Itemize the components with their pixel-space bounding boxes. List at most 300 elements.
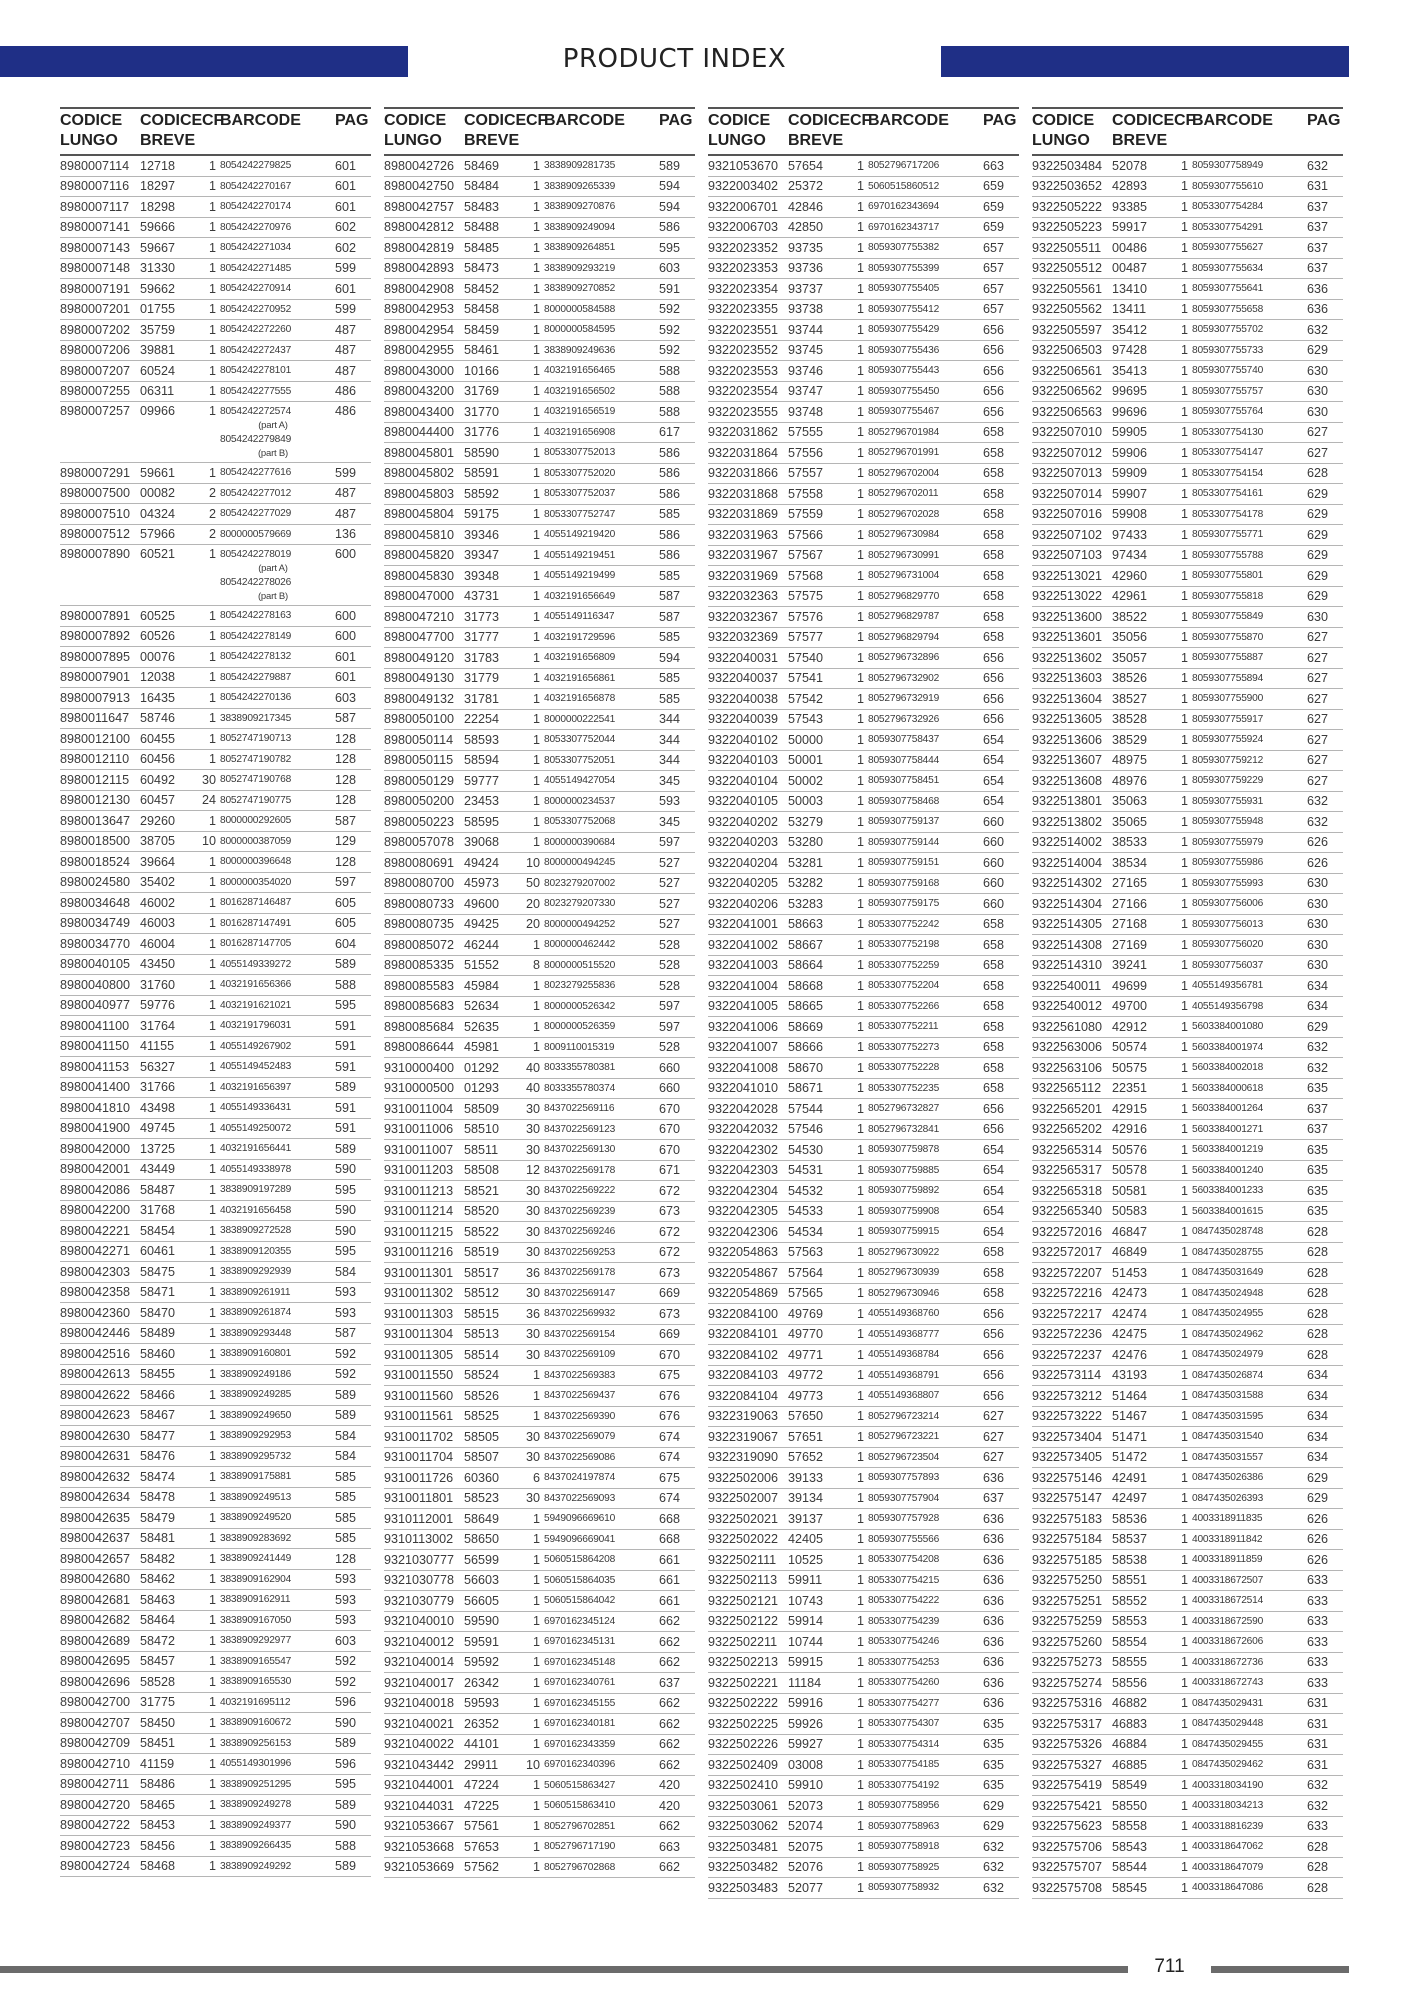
- barcode: 8054242272574: [220, 406, 292, 417]
- barcode: 8059307758451: [868, 775, 940, 787]
- page-ref: 590: [335, 1223, 357, 1238]
- barcode-cell: [868, 1101, 974, 1116]
- page-ref: 657: [983, 302, 1005, 317]
- codice-lungo: 8980007114: [60, 158, 130, 173]
- cf-value: 1: [856, 425, 864, 440]
- codice-breve: 57576: [788, 609, 824, 624]
- barcode: 4055149356781: [1192, 980, 1264, 992]
- cf-value: 1: [856, 937, 864, 952]
- codice-breve: 58522: [464, 1224, 500, 1239]
- barcode-cell: [868, 1716, 974, 1731]
- codice-breve: 58462: [140, 1572, 176, 1587]
- page-ref: 656: [983, 712, 1005, 727]
- table-row: [708, 1530, 1019, 1551]
- barcode-cell: [544, 1409, 650, 1424]
- codice-breve: 58465: [140, 1797, 176, 1812]
- barcode-cell: [544, 978, 650, 993]
- codice-lungo: 8980034648: [60, 895, 131, 910]
- page-ref: 637: [983, 1491, 1005, 1506]
- codice-lungo: 9322040039: [708, 712, 779, 727]
- page-ref: 420: [659, 1798, 681, 1813]
- page-ref: 632: [1307, 322, 1329, 337]
- cf-value: 1: [1180, 466, 1188, 481]
- barcode: 8000000515520: [544, 959, 616, 971]
- page-ref: 628: [1307, 1306, 1329, 1321]
- cf-value: 1: [532, 1819, 540, 1834]
- table-row: [708, 710, 1019, 731]
- page-ref: 660: [659, 1081, 681, 1096]
- cf-value: 1: [1180, 1593, 1188, 1608]
- barcode: 8053307754192: [868, 1779, 940, 1791]
- barcode-cell: [1192, 1409, 1298, 1424]
- barcode: 8000000526342: [544, 1000, 616, 1012]
- barcode-cell: [868, 240, 974, 255]
- cf-value: 1: [208, 1141, 216, 1156]
- codice-breve: 31766: [140, 1080, 176, 1095]
- barcode: 3838909272528: [220, 1225, 292, 1237]
- page-ref: 658: [983, 589, 1005, 604]
- barcode-cell: [1192, 199, 1298, 214]
- codice-breve: 58482: [140, 1551, 176, 1566]
- cf-value: 8: [532, 958, 540, 973]
- table-row: [384, 1222, 695, 1243]
- cf-value: 1: [1180, 1286, 1188, 1301]
- codice-breve: 59592: [464, 1655, 500, 1670]
- barcode-cell: [544, 1081, 650, 1096]
- codice-lungo: 9322502221: [708, 1675, 779, 1690]
- table-row: [708, 587, 1019, 608]
- barcode: 8052796730922: [868, 1246, 940, 1258]
- codice-lungo: 8980007191: [60, 281, 131, 296]
- barcode: 8052796732896: [868, 652, 940, 664]
- barcode-cell: [544, 876, 650, 891]
- codice-breve: 58667: [788, 937, 824, 952]
- codice-breve: 45981: [464, 1040, 500, 1055]
- barcode-cell: [1192, 384, 1298, 399]
- page-ref: 634: [1307, 1450, 1329, 1465]
- barcode-cell: [544, 1368, 650, 1383]
- page-ref: 592: [335, 1674, 357, 1689]
- barcode-cell: [220, 1592, 326, 1607]
- barcode: 8054242277012: [220, 487, 292, 499]
- cf-value: 1: [1180, 1614, 1188, 1629]
- cf-value: 1: [856, 1573, 864, 1588]
- codice-breve: 00082: [140, 486, 176, 501]
- codice-breve: 59906: [1112, 445, 1148, 460]
- table-row: [708, 341, 1019, 362]
- barcode-cell: [220, 1797, 326, 1812]
- barcode-cell: [220, 1715, 326, 1730]
- table-row: [60, 811, 371, 832]
- page-ref: 595: [335, 1777, 357, 1792]
- page-ref: 601: [335, 158, 357, 173]
- barcode-cell: [220, 1838, 326, 1853]
- page-ref: 601: [335, 649, 357, 664]
- barcode: 5060515864208: [544, 1554, 616, 1566]
- index-column-4: [1032, 107, 1343, 1899]
- page-ref: 656: [983, 1101, 1005, 1116]
- codice-lungo: 8980049132: [384, 691, 455, 706]
- barcode: 4032191656502: [544, 385, 616, 397]
- barcode: 3838909249278: [220, 1799, 292, 1811]
- barcode: 8059307759892: [868, 1185, 940, 1197]
- barcode: 8016287147491: [220, 917, 292, 929]
- table-row: [384, 1796, 695, 1817]
- page-ref: 629: [1307, 1491, 1329, 1506]
- codice-breve: 54533: [788, 1204, 824, 1219]
- barcode-cell: [220, 1777, 326, 1792]
- codice-breve: 58524: [464, 1368, 500, 1383]
- barcode: 6970162340181: [544, 1718, 616, 1730]
- codice-lungo: 8980042516: [60, 1346, 131, 1361]
- codice-lungo: 8980007257: [60, 404, 131, 418]
- barcode: 8054242272260: [220, 324, 292, 336]
- page-ref: 631: [1307, 1757, 1329, 1772]
- barcode-cell: [1192, 753, 1298, 768]
- codice-breve: 57543: [788, 712, 824, 727]
- barcode-cell: [868, 220, 974, 235]
- cf-value: 1: [1180, 1019, 1188, 1034]
- page-ref: 591: [659, 281, 681, 296]
- codice-breve: 59777: [464, 773, 500, 788]
- table-row: [1032, 197, 1343, 218]
- cf-value: 1: [532, 794, 540, 809]
- codice-lungo: 8980012110: [60, 752, 130, 767]
- table-row: [1032, 484, 1343, 505]
- page-ref: 599: [335, 465, 357, 480]
- table-row: [1032, 1612, 1343, 1633]
- barcode-cell: [868, 486, 974, 501]
- table-row: [708, 1878, 1019, 1899]
- barcode: 8052796732919: [868, 693, 940, 705]
- barcode: 8052747190768: [220, 774, 292, 786]
- table-row: [384, 423, 695, 444]
- page-ref: 671: [659, 1163, 681, 1178]
- page-ref: 590: [335, 1818, 357, 1833]
- barcode-cell: [220, 711, 326, 726]
- codice-breve: 29911: [464, 1757, 499, 1772]
- codice-lungo: 9321030779: [384, 1593, 455, 1608]
- page-ref: 628: [1307, 1245, 1329, 1260]
- codice-lungo: 9310011561: [384, 1409, 454, 1424]
- barcode-cell: [868, 568, 974, 583]
- table-row: [384, 1386, 695, 1407]
- codice-breve: 47224: [464, 1778, 500, 1793]
- page-ref: 635: [1307, 1183, 1329, 1198]
- cf-value: 1: [208, 281, 216, 296]
- codice-lungo: 9322041002: [708, 937, 779, 952]
- barcode: 8054242271485: [220, 262, 292, 274]
- barcode: 8437022569130: [544, 1144, 616, 1156]
- barcode: 5603384001974: [1192, 1041, 1264, 1053]
- page-ref: 635: [983, 1778, 1005, 1793]
- barcode-cell: [544, 896, 650, 911]
- barcode: 0847435029448: [1192, 1718, 1264, 1730]
- barcode-cell: [868, 1778, 974, 1793]
- codice-breve: 57566: [788, 527, 824, 542]
- page-ref: 668: [659, 1511, 681, 1526]
- cf-value: 1: [1180, 1716, 1188, 1731]
- barcode: 3838909261874: [220, 1307, 292, 1319]
- barcode-cell: [544, 1675, 650, 1690]
- codice-lungo: 9321044001: [384, 1778, 455, 1793]
- codice-breve: 58538: [1112, 1552, 1148, 1567]
- table-row: [60, 218, 371, 239]
- barcode-cell: [1192, 343, 1298, 358]
- codice-lungo: 8980042812: [384, 220, 455, 235]
- header-barcode: BARCODE: [1192, 112, 1273, 129]
- page-ref: 630: [1307, 609, 1329, 624]
- cf-value: 1: [856, 917, 864, 932]
- codice-lungo: 9322507102: [1032, 527, 1103, 542]
- codice-lungo: 9322572207: [1032, 1265, 1103, 1280]
- page-ref: 486: [335, 404, 357, 418]
- barcode-cell: [544, 1593, 650, 1608]
- barcode-cell: [220, 629, 326, 644]
- table-row: [384, 484, 695, 505]
- barcode: 8052796829787: [868, 611, 940, 623]
- page-ref: 420: [659, 1778, 681, 1793]
- barcode: 8437022569079: [544, 1431, 616, 1443]
- table-row: [384, 156, 695, 177]
- table-row: [1032, 1817, 1343, 1838]
- barcode-cell: [1192, 978, 1298, 993]
- codice-breve: 50575: [1112, 1060, 1148, 1075]
- barcode: 8059307755429: [868, 324, 940, 336]
- codice-breve: 44101: [464, 1737, 500, 1752]
- codice-breve: 58671: [788, 1081, 824, 1096]
- table-row: [384, 197, 695, 218]
- barcode-cell: [1192, 1040, 1298, 1055]
- cf-value: 1: [532, 1798, 540, 1813]
- table-row: [384, 1243, 695, 1264]
- table-row: [708, 1017, 1019, 1038]
- barcode-cell: [868, 1019, 974, 1034]
- cf-value: 1: [532, 1388, 540, 1403]
- table-row: [708, 997, 1019, 1018]
- page-ref: 629: [983, 1819, 1005, 1834]
- codice-lungo: 9322502222: [708, 1696, 779, 1711]
- barcode-cell: [220, 1859, 326, 1874]
- barcode: 4003318672606: [1192, 1636, 1264, 1648]
- codice-breve: 60360: [464, 1470, 500, 1485]
- codice-breve: 46847: [1112, 1224, 1148, 1239]
- page-ref: 660: [983, 814, 1005, 829]
- barcode-cell: [544, 671, 650, 686]
- codice-breve: 58458: [464, 302, 500, 317]
- cf-value: 1: [1180, 1060, 1188, 1075]
- table-row: [708, 546, 1019, 567]
- cf-value: 1: [856, 794, 864, 809]
- barcode: 8054242270976: [220, 221, 292, 233]
- codice-breve: 58556: [1112, 1675, 1148, 1690]
- page-ref: 602: [335, 220, 357, 235]
- table-row: [384, 1202, 695, 1223]
- codice-lungo: 8980045810: [384, 527, 455, 542]
- codice-lungo: 8980042757: [384, 199, 455, 214]
- cf-value: 1: [208, 813, 216, 828]
- cf-value: 1: [532, 322, 540, 337]
- codice-breve: 01292: [464, 1060, 500, 1075]
- table-row: [708, 1632, 1019, 1653]
- table-row: [1032, 792, 1343, 813]
- codice-lungo: 9322565314: [1032, 1142, 1103, 1157]
- barcode: 4055149250072: [220, 1122, 292, 1134]
- page-ref: 585: [659, 507, 681, 522]
- codice-lungo: 9322575185: [1032, 1552, 1103, 1567]
- codice-breve: 58591: [464, 466, 500, 481]
- table-row: [60, 1857, 371, 1878]
- barcode: 3838909162904: [220, 1573, 292, 1585]
- codice-breve: 49699: [1112, 978, 1148, 993]
- codice-lungo: 9322040205: [708, 876, 779, 891]
- table-row: [60, 893, 371, 914]
- codice-lungo: 9322514004: [1032, 855, 1103, 870]
- cf-value: 1: [856, 1388, 864, 1403]
- barcode-cell: [868, 1634, 974, 1649]
- table-row: [1032, 1181, 1343, 1202]
- page-ref: 635: [1307, 1163, 1329, 1178]
- cf-value: 1: [856, 466, 864, 481]
- codice-breve: 58592: [464, 486, 500, 501]
- page-ref: 636: [983, 1614, 1005, 1629]
- table-row: [708, 1448, 1019, 1469]
- table-row: [1032, 1673, 1343, 1694]
- table-row: [1032, 1448, 1343, 1469]
- cf-value: 1: [208, 1838, 216, 1853]
- cf-value: 1: [1180, 548, 1188, 563]
- codice-lungo: 9322505512: [1032, 261, 1103, 276]
- table-row: [708, 874, 1019, 895]
- table-row: [60, 770, 371, 791]
- barcode-cell: [220, 404, 326, 460]
- codice-breve: 58649: [464, 1511, 500, 1526]
- barcode-cell: [220, 281, 326, 296]
- barcode: 4032191656458: [220, 1204, 292, 1216]
- barcode-cell: [220, 1285, 326, 1300]
- codice-breve: 52073: [788, 1798, 824, 1813]
- cf-value: 1: [208, 875, 216, 890]
- table-row: [1032, 279, 1343, 300]
- codice-breve: 58590: [464, 445, 500, 460]
- codice-lungo: 9310000500: [384, 1081, 455, 1096]
- codice-breve: 58453: [140, 1818, 176, 1833]
- codice-lungo: 9322319063: [708, 1409, 779, 1424]
- barcode: 8437022569437: [544, 1390, 616, 1402]
- barcode: 8059307755771: [1192, 529, 1264, 541]
- barcode: 8053307752747: [544, 508, 616, 520]
- page-ref: 589: [335, 957, 357, 972]
- barcode-cell: [1192, 1757, 1298, 1772]
- cf-value: 1: [856, 568, 864, 583]
- barcode-cell: [1192, 1388, 1298, 1403]
- cf-value: 1: [856, 363, 864, 378]
- codice-breve: 46004: [140, 936, 176, 951]
- page-ref: 128: [335, 1551, 357, 1566]
- barcode-cell: [544, 1388, 650, 1403]
- codice-breve: 93744: [788, 322, 824, 337]
- page-ref: 634: [1307, 1368, 1329, 1383]
- codice-lungo: 9322575250: [1032, 1573, 1103, 1588]
- codice-breve: 58555: [1112, 1655, 1148, 1670]
- codice-breve: 97433: [1112, 527, 1148, 542]
- page-ref: 663: [659, 1839, 681, 1854]
- page-ref: 635: [1307, 1142, 1329, 1157]
- barcode-cell: [868, 1880, 974, 1895]
- barcode-cell: [220, 1141, 326, 1156]
- barcode-cell: [544, 958, 650, 973]
- table-row: [1032, 320, 1343, 341]
- cf-value: 1: [856, 958, 864, 973]
- barcode: 5603384002018: [1192, 1062, 1264, 1074]
- barcode: 8437022569239: [544, 1205, 616, 1217]
- codice-breve: 46003: [140, 916, 176, 931]
- page-ref: 627: [1307, 671, 1329, 686]
- codice-lungo: 8980012100: [60, 731, 131, 746]
- codice-lungo: 9322565340: [1032, 1204, 1103, 1219]
- cf-value: 30: [525, 1450, 540, 1465]
- cf-value: 1: [1180, 1204, 1188, 1219]
- barcode: 8052796702868: [544, 1861, 616, 1873]
- codice-lungo: 9322040204: [708, 855, 779, 870]
- page-ref: 626: [1307, 1552, 1329, 1567]
- barcode: 8000000354020: [220, 876, 292, 888]
- cf-value: 10: [201, 834, 216, 849]
- cf-value: 1: [856, 650, 864, 665]
- page-ref: 628: [1307, 1224, 1329, 1239]
- cf-value: 1: [856, 1306, 864, 1321]
- codice-lungo: 8980080700: [384, 876, 455, 891]
- cf-value: 1: [208, 670, 216, 685]
- table-row: [384, 894, 695, 915]
- table-row: [60, 525, 371, 546]
- codice-breve: 58517: [464, 1265, 500, 1280]
- page-ref: 597: [335, 875, 357, 890]
- barcode: 8059307755658: [1192, 303, 1264, 315]
- barcode-cell: [544, 937, 650, 952]
- barcode-cell: [220, 343, 326, 358]
- table-row: [60, 341, 371, 362]
- table-row: [384, 525, 695, 546]
- cf-value: 1: [208, 1736, 216, 1751]
- table-row: [1032, 177, 1343, 198]
- table-row: [384, 1571, 695, 1592]
- table-row: [708, 853, 1019, 874]
- barcode-cell: [1192, 712, 1298, 727]
- barcode: 3838909249186: [220, 1368, 292, 1380]
- page-ref: 592: [335, 1654, 357, 1669]
- barcode-cell: [220, 506, 326, 521]
- barcode-cell: [1192, 261, 1298, 276]
- codice-lungo: 9322565202: [1032, 1122, 1103, 1137]
- barcode: 8052796730991: [868, 549, 940, 561]
- barcode: 8016287146487: [220, 897, 292, 909]
- table-row: [60, 1078, 371, 1099]
- page-ref: 634: [1307, 1429, 1329, 1444]
- page-ref: 631: [1307, 1696, 1329, 1711]
- codice-lungo: 9310011303: [384, 1306, 454, 1321]
- codice-lungo: 9322032369: [708, 630, 779, 645]
- table-row: [1032, 1591, 1343, 1612]
- table-row: [708, 833, 1019, 854]
- barcode-cell: [544, 1142, 650, 1157]
- page-ref: 592: [335, 1367, 357, 1382]
- table-row: [1032, 1304, 1343, 1325]
- cf-value: 1: [532, 404, 540, 419]
- page-ref: 586: [659, 466, 681, 481]
- header-barcode: BARCODE: [868, 112, 949, 129]
- barcode-cell: [868, 589, 974, 604]
